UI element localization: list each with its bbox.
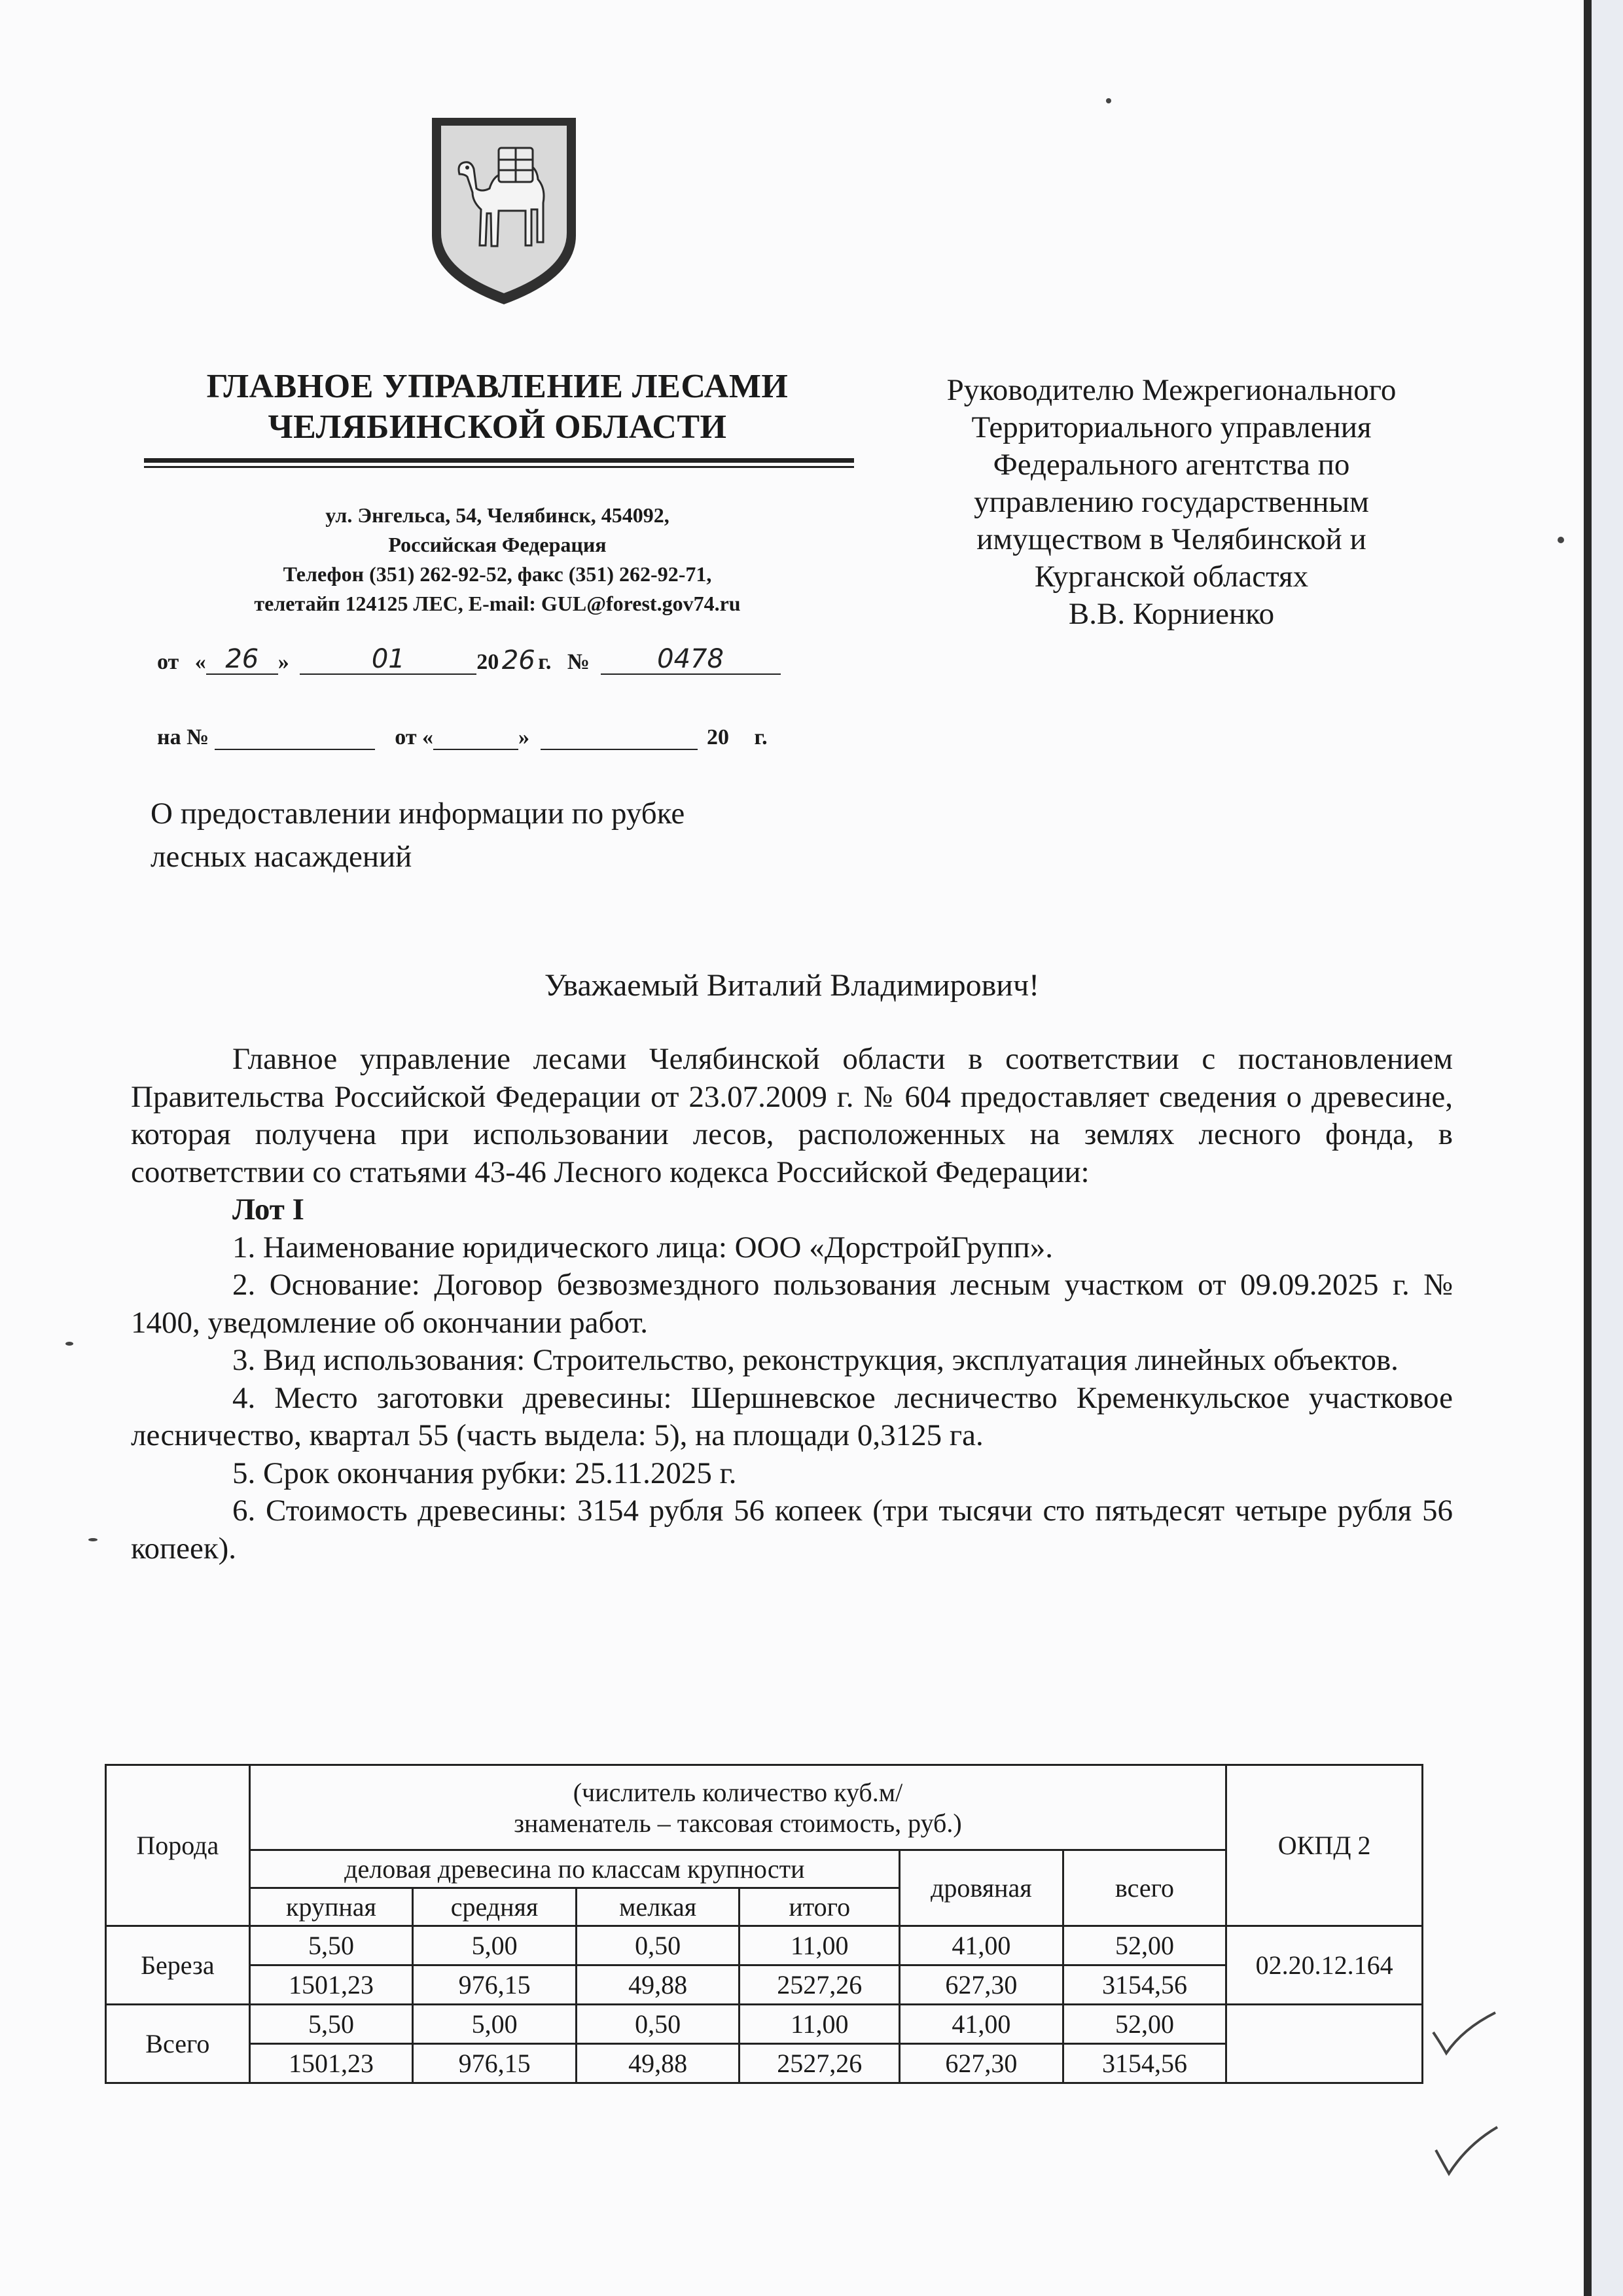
scan-speck xyxy=(1106,98,1111,103)
row-okpd xyxy=(1226,2005,1423,2083)
ref-year: 20 xyxy=(707,725,730,749)
quote-close: » xyxy=(277,650,289,674)
row-breed: Береза xyxy=(106,1926,250,2005)
address-line1: ул. Энгельса, 54, Челябинск, 454092, xyxy=(325,503,669,527)
table-row xyxy=(106,1926,1423,1965)
item-2: 2. Основание: Договор безвозмездного пользования лесным участком от 09.09.2025 г. № 1400, уведомление об окончании работ. xyxy=(131,1268,1453,1340)
reg-year: 26 xyxy=(501,645,535,675)
cost-total: 3154,56 xyxy=(1063,2044,1226,2083)
page-edge-shadow xyxy=(1584,0,1592,2296)
organization-name-line2: ЧЕЛЯБИНСКОЙ ОБЛАСТИ xyxy=(268,408,727,446)
reg-day: 26 xyxy=(206,645,278,675)
cost-small: 49,88 xyxy=(576,2044,740,2083)
header-subtotal: итого xyxy=(740,1888,900,1926)
addressee-line1: Руководителю Межрегионального xyxy=(946,373,1397,407)
volume-small: 0,50 xyxy=(576,2005,740,2044)
volume-subtotal: 11,00 xyxy=(740,2005,900,2044)
addressee-line3: Федерального агентства по xyxy=(993,448,1350,482)
volume-total: 52,00 xyxy=(1063,1926,1226,1965)
addressee-line5: имуществом в Челябинской и xyxy=(976,522,1366,556)
subject-line1: О предоставлении информации по рубке xyxy=(151,797,685,831)
ot-label: от xyxy=(157,650,179,674)
cost-subtotal: 2527,26 xyxy=(740,1965,900,2005)
addressee-line6: Курганской областях xyxy=(1034,560,1309,594)
number-label: № xyxy=(567,650,590,674)
lot-heading: Лот I xyxy=(232,1193,304,1227)
volume-large: 5,50 xyxy=(249,1926,413,1965)
ref-label: на № xyxy=(157,725,209,749)
salutation: Уважаемый Виталий Владимирович! xyxy=(544,968,1040,1003)
camel-coat-of-arms-icon xyxy=(419,111,589,308)
scan-speck xyxy=(65,1342,73,1346)
cost-fuel: 627,30 xyxy=(900,1965,1063,2005)
ref-g: г. xyxy=(754,725,768,749)
volume-large: 5,50 xyxy=(249,2005,413,2044)
table-row xyxy=(106,1965,1423,2005)
cost-fuel: 627,30 xyxy=(900,2044,1063,2083)
volume-medium: 5,00 xyxy=(413,2005,577,2044)
addressee-line2: Территориального управления xyxy=(971,410,1372,444)
scanner-background xyxy=(1592,0,1623,2296)
volume-medium: 5,00 xyxy=(413,1926,577,1965)
cost-subtotal: 2527,26 xyxy=(740,2044,900,2083)
cost-medium: 976,15 xyxy=(413,2044,577,2083)
year-g: г. xyxy=(538,650,552,674)
item-6: 6. Стоимость древесины: 3154 рубля 56 копеек (три тысячи сто пятьдесят четыре рубля 56 копеек). xyxy=(131,1494,1453,1566)
header-medium: средняя xyxy=(413,1888,577,1926)
subject-line2: лесных насаждений xyxy=(151,840,412,874)
addressee-block xyxy=(870,372,1472,633)
header-breed: Порода xyxy=(106,1765,250,1926)
cost-large: 1501,23 xyxy=(249,2044,413,2083)
reference-line xyxy=(157,720,768,750)
volume-fuel: 41,00 xyxy=(900,2005,1063,2044)
header-rule-thick xyxy=(144,458,854,463)
header-large: крупная xyxy=(249,1888,413,1926)
ref-ot-label: от « xyxy=(395,725,434,749)
cost-large: 1501,23 xyxy=(249,1965,413,2005)
header-group-line1: (числитель количество куб.м/ xyxy=(573,1777,903,1807)
ref-month-blank xyxy=(541,720,698,750)
item-5: 5. Срок окончания рубки: 25.11.2025 г. xyxy=(232,1456,737,1490)
header-total: всего xyxy=(1063,1850,1226,1926)
organization-name xyxy=(141,367,854,448)
organization-name-line1: ГЛАВНОЕ УПРАВЛЕНИЕ ЛЕСАМИ xyxy=(206,368,789,405)
ref-number-blank xyxy=(215,720,375,750)
scan-speck xyxy=(88,1538,98,1541)
year-prefix: 20 xyxy=(476,650,499,674)
addressee-line4: управлению государственным xyxy=(974,485,1369,519)
table-row xyxy=(106,2005,1423,2044)
header-group xyxy=(249,1765,1226,1850)
volume-total: 52,00 xyxy=(1063,2005,1226,2044)
header-fuel: дровяная xyxy=(900,1850,1063,1926)
quote-open: « xyxy=(194,650,206,674)
reg-number: 0478 xyxy=(601,645,781,675)
teletype-email-line: телетайп 124125 ЛЕС, E-mail: GUL@forest.gov74.ru xyxy=(254,592,741,615)
header-rule-thin xyxy=(144,466,854,468)
ref-day-blank xyxy=(433,720,518,750)
cost-small: 49,88 xyxy=(576,1965,740,2005)
item-1: 1. Наименование юридического лица: ООО «ДорстройГрупп». xyxy=(232,1230,1054,1265)
letter-body xyxy=(131,1041,1453,1568)
item-3: 3. Вид использования: Строительство, реконструкция, эксплуатация линейных объектов. xyxy=(232,1343,1399,1377)
header-group-line2: знаменатель – таксовая стоимость, руб.) xyxy=(514,1808,962,1838)
intro-paragraph: Главное управление лесами Челябинской области в соответствии с постановлением Правительства Российской Федерации от 23.07.2009 г. № 604 предоставляет сведения о древесине, которая получена при использовании лесов, расположенных на землях лесного фонда, в соответствии со статьями 43-46 Лесного кодекса Российской Федерации: xyxy=(131,1042,1453,1189)
cost-medium: 976,15 xyxy=(413,1965,577,2005)
header-small: мелкая xyxy=(576,1888,740,1926)
volume-small: 0,50 xyxy=(576,1926,740,1965)
ref-quote-close: » xyxy=(518,725,530,749)
volume-subtotal: 11,00 xyxy=(740,1926,900,1965)
table-row xyxy=(106,2044,1423,2083)
row-okpd: 02.20.12.164 xyxy=(1226,1926,1423,2005)
subject xyxy=(151,792,870,878)
phone-line: Телефон (351) 262-92-52, факс (351) 262-92-71, xyxy=(283,562,712,586)
checkmark-icon xyxy=(1427,1993,1505,2189)
reg-month: 01 xyxy=(300,645,476,675)
volume-fuel: 41,00 xyxy=(900,1926,1063,1965)
contact-block xyxy=(141,501,854,619)
address-line2: Российская Федерация xyxy=(388,533,607,556)
header-business-timber: деловая древесина по классам крупности xyxy=(249,1850,899,1888)
item-4: 4. Место заготовки древесины: Шершневское лесничество Кременкульское участковое лесничество, квартал 55 (часть выдела: 5), на площади 0,3125 га. xyxy=(131,1380,1453,1452)
addressee-line7: В.В. Корниенко xyxy=(1068,597,1275,631)
row-breed: Всего xyxy=(106,2005,250,2083)
scan-speck xyxy=(1558,537,1564,543)
header-okpd: ОКПД 2 xyxy=(1226,1765,1423,1926)
registration-line xyxy=(157,645,781,675)
timber-table xyxy=(105,1764,1423,2084)
cost-total: 3154,56 xyxy=(1063,1965,1226,2005)
